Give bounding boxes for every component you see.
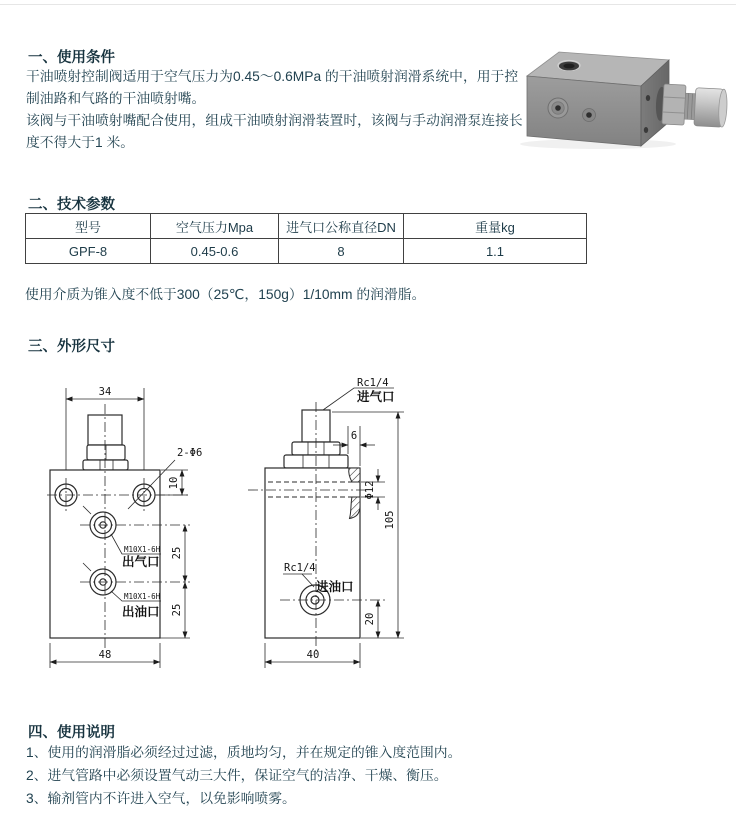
- list-item: 3、输剂管内不许进入空气，以免影响喷雾。: [26, 791, 296, 806]
- dim-bottom-width-side: 40: [306, 649, 320, 661]
- header-air-pressure: 空气压力Mpa: [151, 214, 279, 239]
- list-item: 1、使用的润滑脂必须经过过滤，质地均匀，并在规定的锥入度范围内。: [26, 745, 462, 760]
- oil-outlet-thread: M10X1-6H: [124, 592, 161, 601]
- air-outlet-thread: M10X1-6H: [124, 545, 161, 554]
- section1-body: [26, 66, 531, 154]
- dim-height: 105: [384, 510, 396, 530]
- table-header-row: [26, 214, 587, 239]
- front-view-drawing: [47, 386, 202, 668]
- dim-top-width: 34: [98, 386, 112, 398]
- bolt-holes-callout: 2-Φ6: [177, 447, 203, 459]
- top-divider: [0, 4, 736, 5]
- section1-paragraph-1: 干油喷射控制阀适用于空气压力为0.45～0.6MPa 的干油喷射润滑系统中，用于控制油路和气路的干油喷射嘴。: [26, 69, 519, 106]
- dim-hole-offset: 10: [168, 476, 180, 490]
- cell-model: GPF-8: [26, 239, 151, 264]
- section2-title: 二、技术参数: [28, 197, 115, 213]
- header-inlet-diameter: 进气口公称直径DN: [279, 214, 404, 239]
- air-inlet-label: 进气口: [357, 390, 395, 404]
- dim-boss: 6: [350, 430, 358, 442]
- valve-body-side: [265, 468, 360, 638]
- dim-bottom-width-front: 48: [98, 649, 112, 661]
- dim-port-spacing-2: 25: [171, 603, 183, 617]
- section1-paragraph-2: 该阀与干油喷射嘴配合使用，组成干油喷射润滑装置时，该阀与手动润滑泵连接长度不得大于1 米。: [26, 113, 523, 150]
- list-item: 2、进气管路中必须设置气动三大件，保证空气的洁净、干燥、衡压。: [26, 768, 448, 783]
- table-data-row: [26, 239, 587, 264]
- usage-instructions-list: [26, 741, 461, 810]
- oil-outlet-label: 出油口: [122, 605, 160, 619]
- oil-inlet-label: 进油口: [316, 580, 354, 594]
- header-model: 型号: [26, 214, 151, 239]
- cell-inlet-diameter: 8: [279, 239, 404, 264]
- air-outlet-label: 出气口: [122, 555, 160, 569]
- dim-port-spacing-1: 25: [171, 546, 183, 560]
- medium-note: 使用介质为锥入度不低于300（25℃，150g）1/10mm 的润滑脂。: [25, 287, 426, 302]
- cell-air-pressure: 0.45-0.6: [151, 239, 279, 264]
- product-photo: [513, 32, 735, 150]
- section1-title: 一、使用条件: [28, 50, 115, 66]
- cell-weight: 1.1: [404, 239, 587, 264]
- parameters-table: [25, 213, 587, 264]
- valve-block-illustration: [520, 52, 728, 149]
- air-inlet-thread: Rc1/4: [357, 377, 389, 389]
- dim-oil-port-height: 20: [364, 612, 376, 626]
- oil-inlet-thread: Rc1/4: [284, 562, 316, 574]
- header-weight: 重量kg: [404, 214, 587, 239]
- section4-title: 四、使用说明: [28, 725, 115, 741]
- side-fitting: [655, 84, 728, 128]
- dim-bore: Φ12: [364, 480, 376, 500]
- section-hatch-upper: [349, 468, 360, 482]
- side-view-drawing: [248, 377, 404, 668]
- section3-title: 三、外形尺寸: [28, 339, 115, 355]
- dimension-drawings: [20, 360, 440, 705]
